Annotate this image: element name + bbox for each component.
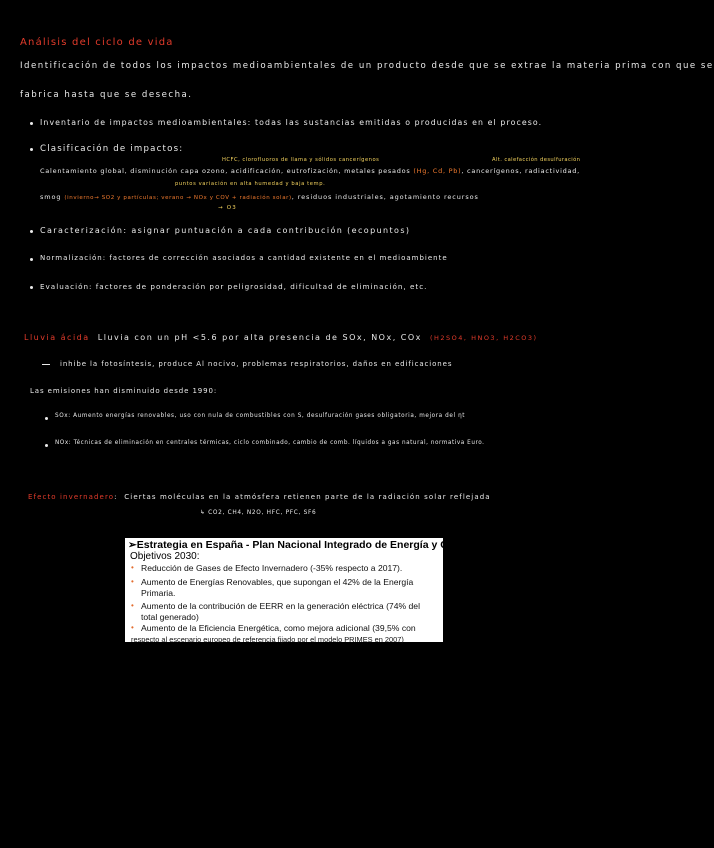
strategy-item [131,623,437,645]
bullet-dot [45,417,48,420]
bullet-icon: • [131,623,134,632]
bullet-dot [30,148,33,151]
class-line2-smog: smog [40,193,62,201]
class-line1-c: , cancerígenos, radiactividad, [461,167,580,175]
lca-intro-line2: fabrica hasta que se desecha. [20,90,193,100]
class-line2 [40,193,479,201]
class-line2-smog-detail: (invierno→ SO2 y partículas; verano → NOx y COV + radiación solar) [64,195,292,201]
lca-intro-line1: Identificación de todos los impactos medioambientales de un producto desde que se extrae la materia prima con que se [20,61,714,71]
note-acid: Alt. calefacción desulfuración [492,157,581,163]
strategy-item-text: Aumento de la Eficiencia Energética, como mejora adicional (39,5% con [141,623,416,633]
strategy-item-text: Aumento de la contribución de EERR en la generación eléctrica (74% del total generado) [141,601,420,622]
strategy-item-text: Reducción de Gases de Efecto Invernadero (-35% respecto a 2017). [141,563,403,573]
lca-inventory: Inventario de impactos medioambientales: todas las sustancias emitidas o producidas en el proceso. [40,118,543,127]
bullet-dot [30,230,33,233]
bullet-dot [30,286,33,289]
strategy-heading: ➢Estrategia en España - Plan Nacional Integrado de Energía y Clima. [128,539,472,551]
lca-characterization: Caracterización: asignar puntuación a cada contribución (ecopuntos) [40,226,411,235]
acid-rain-line1 [24,333,538,342]
class-line1 [40,167,580,175]
bullet-dot [45,444,48,447]
greenhouse-title: Efecto invernadero [28,493,115,501]
greenhouse-gases: ↳ CO2, CH4, N2O, HFC, PFC, SF6 [200,510,317,516]
lca-title: Análisis del ciclo de vida [20,37,174,48]
bullet-icon: • [131,601,134,610]
note-o3: → O3 [218,205,237,211]
acid-rain-formulas: (H2SO4, HNO3, H2CO3) [430,334,538,342]
class-line1-metals: (Hg, Cd, Pb) [413,167,462,175]
lca-normalization: Normalización: factores de corrección asociados a cantidad existente en el medioambiente [40,254,448,262]
acid-rain-definition: Lluvia con un pH <5.6 por alta presencia de SOx, NOx, COx [97,333,422,342]
bullet-icon: • [131,563,134,572]
lca-evaluation: Evaluación: factores de ponderación por peligrosidad, dificultad de eliminación, etc. [40,282,428,291]
acid-rain-title: Lluvia ácida [24,333,90,342]
acid-rain-reduced: Las emisiones han disminuido desde 1990: [30,387,218,395]
acid-rain-effects: inhibe la fotosíntesis, produce Al nocivo, problemas respiratorios, daños en edificaciones [60,360,453,368]
strategy-item-text-note: respecto al escenario europeo de referencia fijado por el modelo PRIMES en 2007) [131,634,404,644]
dash-mark [42,364,50,365]
bullet-icon: • [131,577,134,586]
strategy-item-text: Aumento de Energías Renovables, que supongan el 42% de la Energía Primaria. [141,577,414,598]
greenhouse-definition: Ciertas moléculas en la atmósfera retienen parte de la radiación solar reflejada [124,493,491,501]
note-humidity: puntos variación en alta humedad y baja temp. [175,181,326,187]
strategy-box [125,538,472,644]
strategy-item [131,577,437,598]
acid-rain-nox: NOx: Técnicas de eliminación en centrales térmicas, ciclo combinado, cambio de comb. líquidos a gas natural, normativa Euro. [55,440,485,446]
note-hfc: HCFC, clorofluoros de llama y sólidos cancerígenos [222,157,380,163]
strategy-item [131,601,437,622]
lca-classification-title: Clasificación de impactos: [40,144,184,154]
bullet-dot [30,258,33,261]
strategy-subheading: Objetivos 2030: [130,551,200,562]
greenhouse-line1: Efecto invernadero: Ciertas moléculas en la atmósfera retienen parte de la radiación solar reflejada [28,493,491,501]
class-line1-a: Calentamiento global, disminución capa ozono, acidificación, eutrofización, metales pesados [40,167,411,175]
strategy-item [131,563,437,574]
acid-rain-sox: SOx: Aumento energías renovables, uso con nula de combustibles con S, desulfuración gases obligatoria, mejora del ηt [55,413,466,419]
bullet-dot [30,122,33,125]
class-line2-c: , residuos industriales, agotamiento recursos [291,193,479,201]
